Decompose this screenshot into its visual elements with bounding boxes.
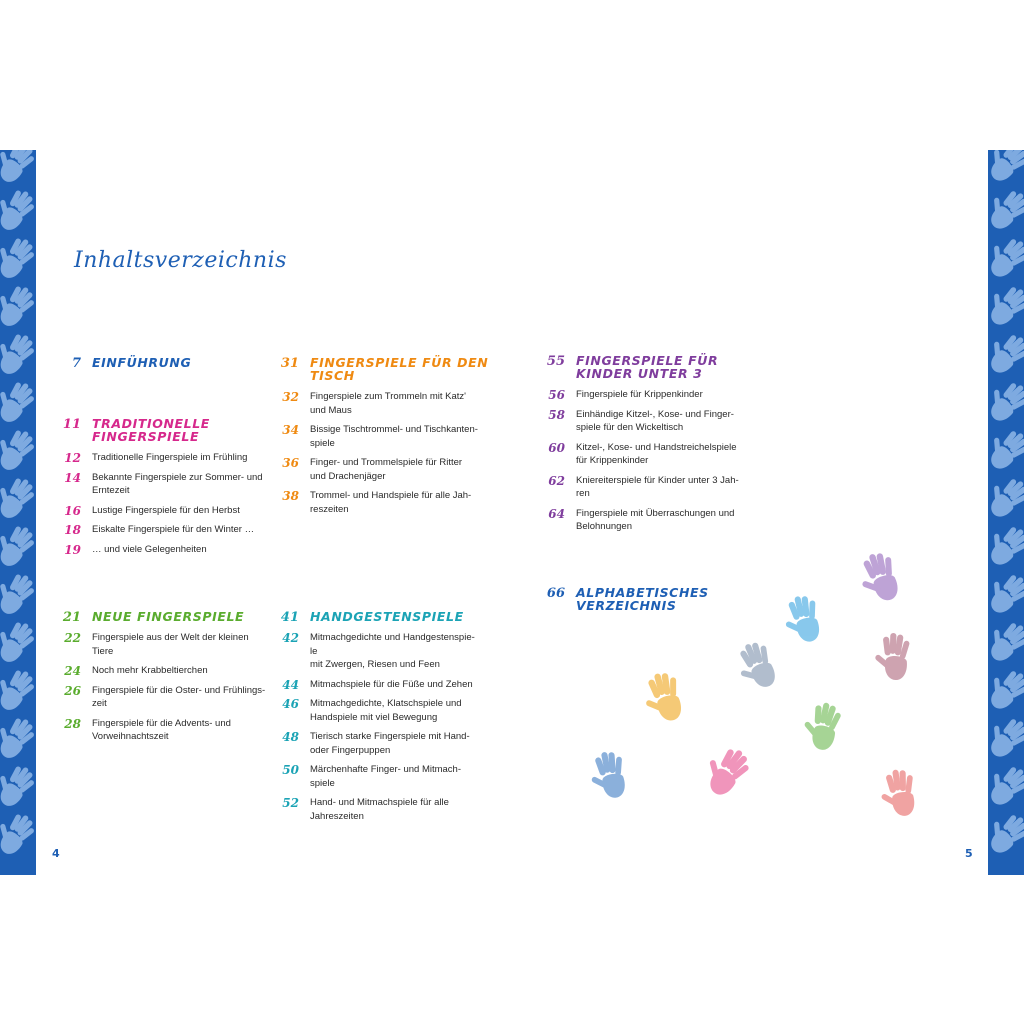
entry-page-number: 12 [64, 451, 81, 465]
handprint-pattern-icon [0, 326, 36, 379]
entry-page-number: 38 [282, 489, 299, 503]
entry-page-number: 34 [282, 423, 299, 437]
toc-section-traditionelle[interactable] [55, 417, 275, 562]
section-page-number: 7 [71, 356, 81, 371]
handprint-pattern-icon [988, 758, 1024, 809]
toc-section-einfuehrung[interactable] [55, 356, 255, 377]
entry-page-number: 52 [282, 796, 299, 810]
toc-entry[interactable] [55, 543, 275, 557]
toc-entry[interactable] [539, 441, 769, 468]
toc-entry[interactable] [273, 489, 503, 516]
handprint-pattern-icon [0, 662, 36, 715]
entry-title: Mitmachgedichte und Handgestenspie- le mit Zwergen, Riesen und Feen [310, 632, 475, 670]
entry-title: Einhändige Kitzel-, Kose- und Finger- spiele für den Wickeltisch [576, 408, 734, 433]
toc-entry[interactable] [273, 423, 503, 450]
handprint-pattern-icon [988, 518, 1024, 569]
handprint-icon [872, 631, 910, 681]
handprint-pattern-icon [988, 374, 1024, 425]
section-page-number: 41 [280, 610, 299, 625]
entry-page-number: 64 [548, 506, 565, 521]
section-title: FINGERSPIELE FÜR KINDER UNTER 3 [576, 353, 719, 381]
handprint-pattern-icon [0, 710, 36, 763]
entry-title: Fingerspiele zum Trommeln mit Katz' und Maus [310, 391, 466, 416]
handprint-pattern-icon [988, 662, 1024, 713]
entry-title: Fingerspiele mit Überraschungen und Belohnungen [576, 507, 735, 532]
entry-title: Mitmachspiele für die Füße und Zehen [310, 678, 473, 690]
toc-entry[interactable] [539, 507, 769, 534]
entry-page-number: 48 [282, 730, 299, 744]
handprint-icon [590, 750, 628, 801]
handprint-pattern-icon [988, 278, 1024, 329]
entry-page-number: 14 [64, 470, 81, 485]
section-page-number: 66 [546, 586, 565, 601]
toc-entry[interactable] [55, 504, 275, 518]
handprint-pattern-icon [0, 150, 36, 187]
toc-entry[interactable] [55, 684, 275, 711]
toc-entry[interactable] [539, 474, 769, 501]
entry-title: Traditionelle Fingerspiele im Frühling [92, 452, 248, 463]
toc-entry[interactable] [539, 388, 769, 402]
handprint-pattern-icon [988, 470, 1024, 521]
toc-entry[interactable] [55, 471, 275, 498]
toc-entry[interactable] [273, 456, 503, 483]
left-handprint-band [0, 150, 36, 875]
section-title: ALPHABETISCHES VERZEICHNIS [576, 585, 709, 613]
handprint-pattern-icon [988, 182, 1024, 233]
toc-entry[interactable] [273, 730, 503, 757]
entry-page-number: 56 [548, 388, 565, 402]
entry-title: Tierisch starke Fingerspiele mit Hand- oder Fingerpuppen [310, 731, 470, 756]
handprint-pattern-icon [0, 230, 36, 283]
page-title: Inhaltsverzeichnis [74, 248, 287, 273]
handprint-pattern-icon [0, 806, 36, 859]
entry-title: Finger- und Trommelspiele für Ritter und Drachenjäger [310, 457, 463, 482]
handprint-pattern-icon [988, 230, 1024, 281]
handprint-pattern-icon [0, 518, 36, 571]
entry-title: Bissige Tischtrommel- und Tischkanten- spiele [310, 424, 478, 449]
entry-title: Kniereiterspiele für Kinder unter 3 Jah- ren [576, 474, 739, 499]
toc-entry[interactable] [273, 631, 503, 672]
toc-entry[interactable] [55, 451, 275, 465]
entry-title: Kitzel-, Kose- und Handstreichelspiele für Krippenkinder [576, 441, 737, 466]
handprint-pattern-icon [988, 150, 1024, 186]
toc-entry[interactable] [273, 678, 503, 692]
entry-title: Bekannte Fingerspiele zur Sommer- und Erntezeit [92, 471, 263, 496]
toc-entry[interactable] [55, 523, 275, 537]
page-number-left: 4 [52, 847, 60, 860]
section-page-number: 21 [62, 610, 81, 625]
entry-page-number: 22 [64, 631, 81, 645]
section-title: FINGERSPIELE FÜR DEN TISCH [310, 355, 489, 383]
section-page-number: 31 [280, 356, 299, 371]
entry-title: … und viele Gelegenheiten [92, 543, 207, 555]
section-title: NEUE FINGERSPIELE [92, 609, 245, 624]
handprint-pattern-icon [988, 422, 1024, 473]
handprint-pattern-icon [0, 758, 36, 811]
entry-page-number: 16 [64, 503, 81, 518]
entry-title: Hand- und Mitmachspiele für alle Jahreszeiten [310, 797, 449, 822]
entry-page-number: 18 [64, 523, 81, 537]
entry-page-number: 32 [282, 390, 299, 404]
entry-title: Fingerspiele aus der Welt der kleinen Tiere [92, 632, 249, 657]
entry-page-number: 36 [282, 456, 299, 470]
handprint-pattern [0, 150, 36, 875]
handprint-icon [731, 638, 779, 694]
entry-page-number: 50 [282, 763, 299, 777]
right-handprint-band [988, 150, 1024, 875]
toc-section-tisch[interactable] [273, 356, 503, 522]
toc-entry[interactable] [273, 697, 503, 724]
toc-entry[interactable] [55, 717, 275, 744]
entry-title: Fingerspiele für die Advents- und Vorweihnachtszeit [92, 717, 231, 742]
entry-title: Fingerspiele für Krippenkinder [576, 389, 703, 400]
handprint-pattern-icon [988, 614, 1024, 665]
handprint-pattern-icon [0, 374, 36, 427]
handprints-illustration [590, 548, 930, 828]
entry-page-number: 46 [282, 697, 299, 711]
handprint-pattern [988, 150, 1024, 875]
handprint-pattern-icon [0, 422, 36, 475]
handprint-pattern-icon [0, 566, 36, 619]
toc-entry[interactable] [539, 408, 769, 435]
handprint-icon [854, 549, 901, 606]
entry-page-number: 44 [282, 677, 299, 692]
handprint-pattern-icon [0, 614, 36, 667]
toc-section-unter-3[interactable] [539, 354, 769, 540]
book-spread [0, 150, 1024, 875]
entry-page-number: 42 [282, 631, 299, 645]
entry-page-number: 24 [64, 664, 81, 678]
section-page-number: 11 [62, 417, 81, 432]
section-page-number: 55 [546, 354, 565, 369]
handprint-pattern-icon [988, 710, 1024, 761]
entry-title: Märchenhafte Finger- und Mitmach- spiele [310, 764, 462, 789]
entry-page-number: 58 [548, 407, 565, 422]
handprint-pattern-icon [988, 566, 1024, 617]
entry-page-number: 60 [548, 440, 565, 455]
entry-title: Mitmachgedichte, Klatschspiele und Handspiele mit viel Bewegung [310, 698, 462, 723]
section-title: EINFÜHRUNG [92, 355, 192, 370]
handprint-icon [878, 768, 916, 818]
handprint-icon [696, 739, 755, 800]
toc-entry[interactable] [273, 390, 503, 417]
handprint-pattern-icon [0, 182, 36, 235]
entry-title: Lustige Fingerspiele für den Herbst [92, 504, 240, 516]
entry-page-number: 26 [64, 683, 81, 698]
section-title: HANDGESTENSPIELE [310, 609, 464, 624]
handprint-pattern-icon [0, 278, 36, 331]
entry-title: Fingerspiele für die Oster- und Frühlings- zeit [92, 684, 266, 709]
handprint-pattern-icon [988, 326, 1024, 377]
entry-page-number: 62 [548, 473, 565, 488]
entry-page-number: 28 [64, 716, 81, 731]
page-number-right: 5 [965, 847, 973, 860]
toc-entry[interactable] [273, 796, 503, 823]
handprint-icon [780, 593, 822, 645]
toc-entry[interactable] [55, 631, 275, 658]
toc-entry[interactable] [273, 763, 503, 790]
handprint-pattern-icon [0, 470, 36, 523]
section-title: TRADITIONELLE FINGERSPIELE [92, 416, 210, 444]
handprint-pattern-icon [988, 806, 1024, 857]
entry-title: Trommel- und Handspiele für alle Jah- reszeiten [310, 490, 472, 515]
toc-section-neue[interactable] [55, 610, 275, 750]
handprint-icon [798, 698, 843, 752]
entry-page-number: 19 [64, 542, 81, 557]
toc-section-handgesten[interactable] [273, 610, 503, 829]
entry-title: Eiskalte Fingerspiele für den Winter … [92, 524, 255, 535]
handprint-icon [639, 670, 684, 725]
toc-entry[interactable] [55, 664, 275, 678]
entry-title: Noch mehr Krabbeltierchen [92, 665, 208, 676]
